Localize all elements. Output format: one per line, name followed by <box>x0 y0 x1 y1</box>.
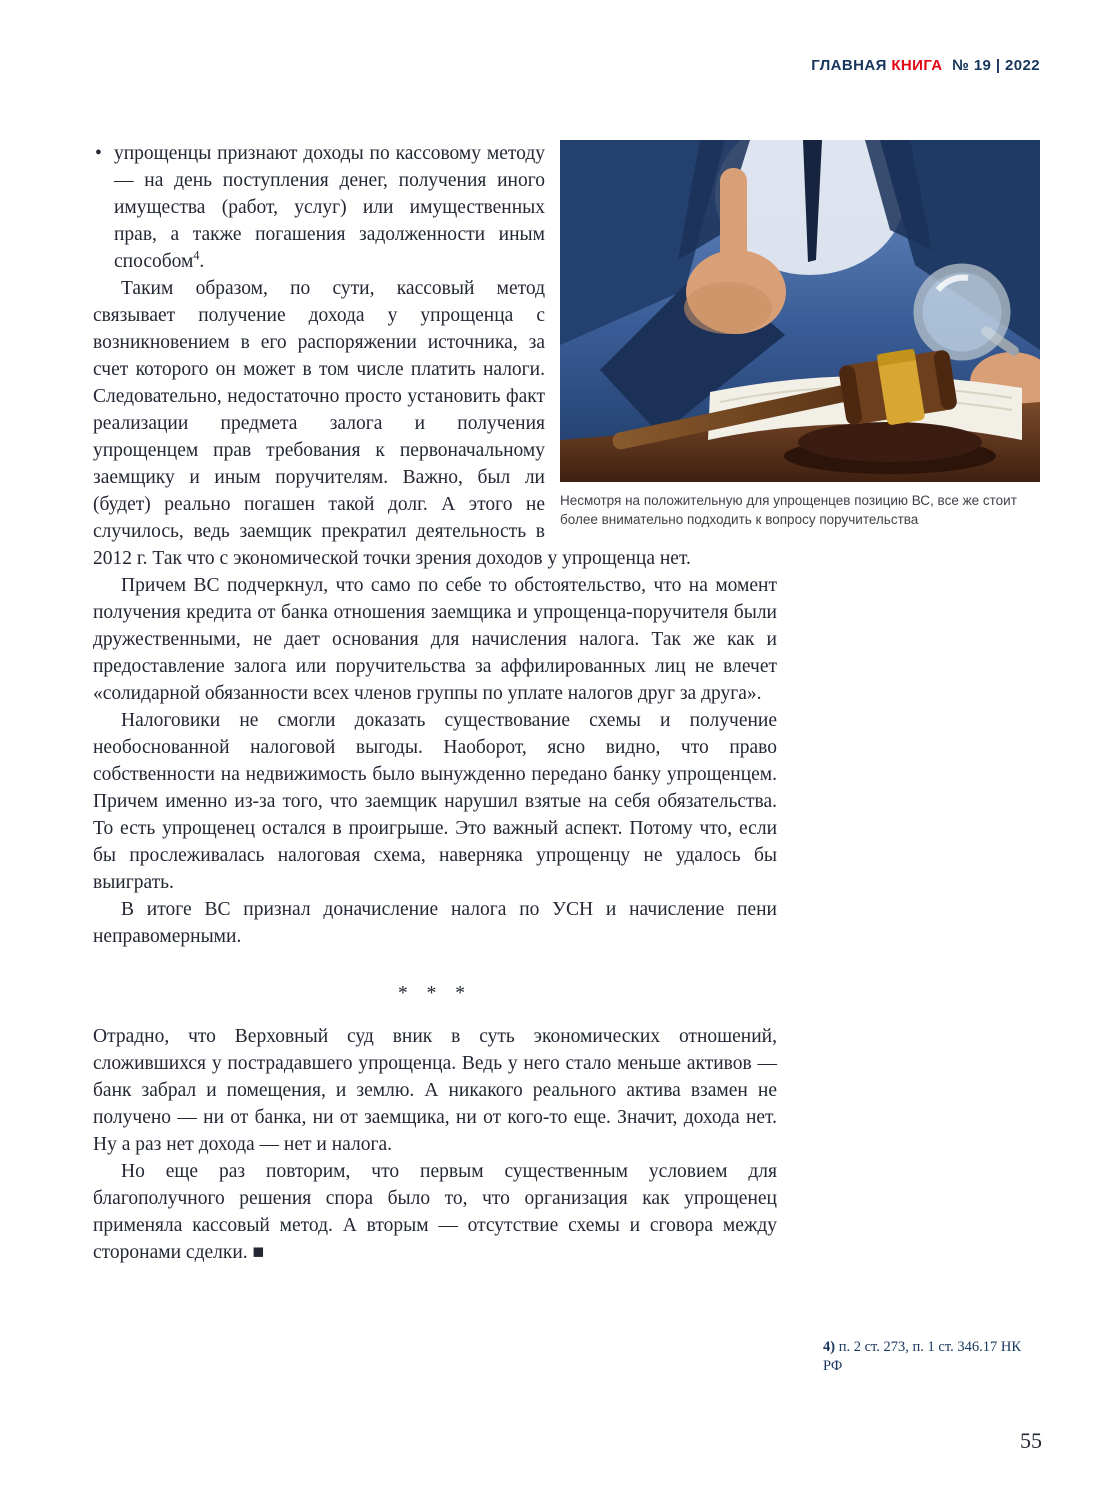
bullet-item <box>93 140 777 275</box>
section-separator: * * * <box>398 983 472 1004</box>
bullet-text: упрощенцы признают доходы по кассовому методу — на день поступления денег, получения иного имущества (работ, услуг) или имущественных прав, а также погашения задолженности иным способом <box>114 143 545 272</box>
issue-number: № 19 | 2022 <box>952 57 1040 74</box>
paragraph: Причем ВС подчеркнул, что само по себе то обстоятельство, что на момент получения кредита от банка отношения заемщика и упрощенца-поручителя были дружественными, не дает основания для начисления налога. Так же как и предоставление залога или поручительства за аффилированных лиц не влечет «солидарной обязанности всех членов группы по уплате налогов друг за друга». <box>93 575 777 704</box>
paragraph: Но еще раз повторим, что первым существенным условием для благополучного решения спора было то, что организация как упрощенец применяла кассовый метод. А вторым — отсутствие схемы и сговора между сторонами сделки. ■ <box>93 1161 777 1263</box>
bullet-text-tail: . <box>199 251 205 272</box>
footnote <box>823 1338 1038 1376</box>
article-body <box>93 140 777 1266</box>
page-header <box>811 57 1040 74</box>
paragraph: Отрадно, что Верховный суд вник в суть экономических отношений, сложившихся у пострадавшего упрощенца. Ведь у него стало меньше активов — банк забрал и помещения, и землю. А никакого реального актива взамен не получено — ни от банка, ни от заемщика, ни от кого-то еще. Значит, дохода нет. Ну а раз нет дохода — нет и налога. <box>93 1026 777 1155</box>
footnote-text: п. 2 ст. 273, п. 1 ст. 346.17 НК РФ <box>823 1339 1021 1374</box>
magazine-title-part2: КНИГА <box>891 57 943 74</box>
paragraph: Таким образом, по сути, кассовый метод связывает получение дохода у упрощенца с возникновением в его распоряжении источника, за счет которого он может в том числе платить налоги. Следовательно, недостаточно просто установить факт реализации предмета залога и получения упрощенцем прав требования к первоначальному заемщику и иным поручителям. Важно, был ли (будет) реально погашен такой долг. А этого не случилось, ведь заемщик прекратил деятельность в 2012 г. Так что с экономической точки зрения доходов у упрощенца нет. <box>93 278 691 569</box>
paragraph: Налоговики не смогли доказать существование схемы и получение необоснованной налоговой выгоды. Наоборот, ясно видно, что право собственности на недвижимость было вынужденно передано банку упрощенцем. Причем именно из-за того, что заемщик нарушил взятые на себя обязательства. То есть упрощенец остался в проигрыше. Это важный аспект. Потому что, если бы прослеживалась налоговая схема, наверняка упрощенцу не удалось бы выиграть. <box>93 710 777 893</box>
footnote-reference: 4 <box>193 248 200 263</box>
bullet-marker: • <box>95 143 102 164</box>
magazine-title-part1: ГЛАВНАЯ <box>811 57 887 74</box>
photo-caption: Несмотря на положительную для упрощенцев позицию ВС, все же стоит более внимательно подходить к вопросу поручительства <box>560 493 1017 527</box>
page-number: 55 <box>1020 1428 1042 1453</box>
paragraph: В итоге ВС признал доначисление налога по УСН и начисление пени неправомерными. <box>93 899 777 947</box>
footnote-marker: 4) <box>823 1339 836 1355</box>
